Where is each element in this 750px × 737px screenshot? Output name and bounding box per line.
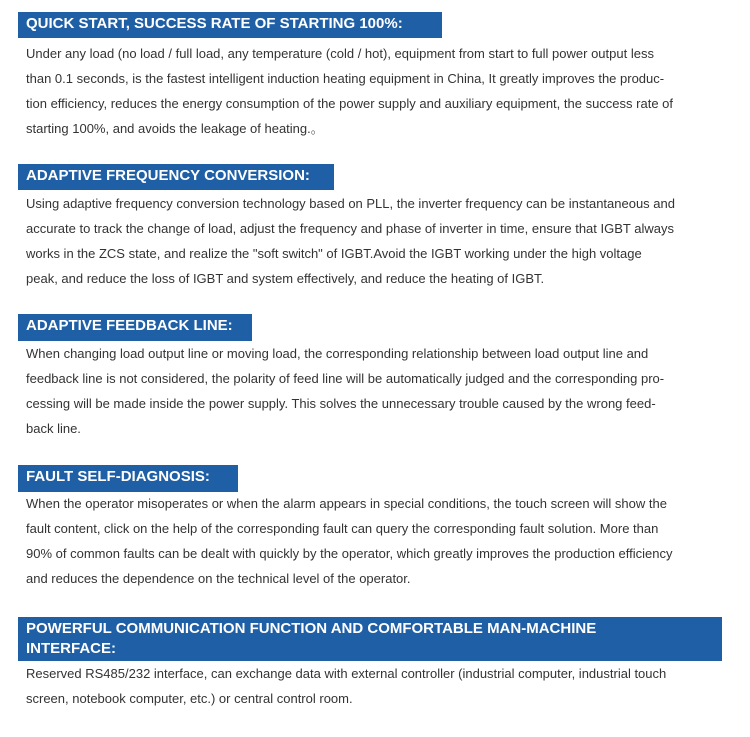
text-line: When changing load output line or moving load, the corresponding relationship between load output line and <box>26 346 649 361</box>
text-line: peak, and reduce the loss of IGBT and system effectively, and reduce the heating of IGBT. <box>26 271 545 286</box>
text-line: screen, notebook computer, etc.) or central control room. <box>26 691 353 706</box>
text-line: than 0.1 seconds, is the fastest intelligent induction heating equipment in China, It greatly improves the produc- <box>26 71 665 86</box>
section-heading-communication: POWERFUL COMMUNICATION FUNCTION AND COMFORTABLE MAN-MACHINE INTERFACE: <box>18 617 722 661</box>
section-body-fault-diagnosis <box>26 491 726 591</box>
section-body-adaptive-frequency <box>26 191 726 291</box>
section-body-quick-start <box>26 41 726 141</box>
section-heading-adaptive-frequency: ADAPTIVE FREQUENCY CONVERSION: <box>18 164 334 190</box>
text-line: starting 100%, and avoids the leakage of heating.。 <box>26 121 324 136</box>
section-body-communication <box>26 661 726 711</box>
section-heading-quick-start: QUICK START, SUCCESS RATE OF STARTING 100%: <box>18 12 442 38</box>
text-line: cessing will be made inside the power supply. This solves the unnecessary trouble caused by the wrong feed- <box>26 396 656 411</box>
text-line: feedback line is not considered, the polarity of feed line will be automatically judged and the corresponding pro- <box>26 371 665 386</box>
text-line: fault content, click on the help of the corresponding fault can query the corresponding fault solution. More than <box>26 521 659 536</box>
text-line: When the operator misoperates or when the alarm appears in special conditions, the touch screen will show the <box>26 496 667 511</box>
text-line: Using adaptive frequency conversion technology based on PLL, the inverter frequency can be instantaneous and <box>26 196 675 211</box>
section-heading-adaptive-feedback: ADAPTIVE FEEDBACK LINE: <box>18 314 252 341</box>
text-line: works in the ZCS state, and realize the "soft switch" of IGBT.Avoid the IGBT working under the high voltage <box>26 246 642 261</box>
section-heading-fault-diagnosis: FAULT SELF-DIAGNOSIS: <box>18 465 238 492</box>
text-line: and reduces the dependence on the technical level of the operator. <box>26 571 411 586</box>
text-line: 90% of common faults can be dealt with quickly by the operator, which greatly improves the production efficiency <box>26 546 673 561</box>
text-line: Under any load (no load / full load, any temperature (cold / hot), equipment from start to full power output less <box>26 46 654 61</box>
text-line: accurate to track the change of load, adjust the frequency and phase of inverter in time, ensure that IGBT always <box>26 221 674 236</box>
text-line: tion efficiency, reduces the energy consumption of the power supply and auxiliary equipment, the success rate of <box>26 96 673 111</box>
text-line: back line. <box>26 421 81 436</box>
section-body-adaptive-feedback <box>26 341 726 441</box>
text-line: Reserved RS485/232 interface, can exchange data with external controller (industrial computer, industrial touch <box>26 666 667 681</box>
